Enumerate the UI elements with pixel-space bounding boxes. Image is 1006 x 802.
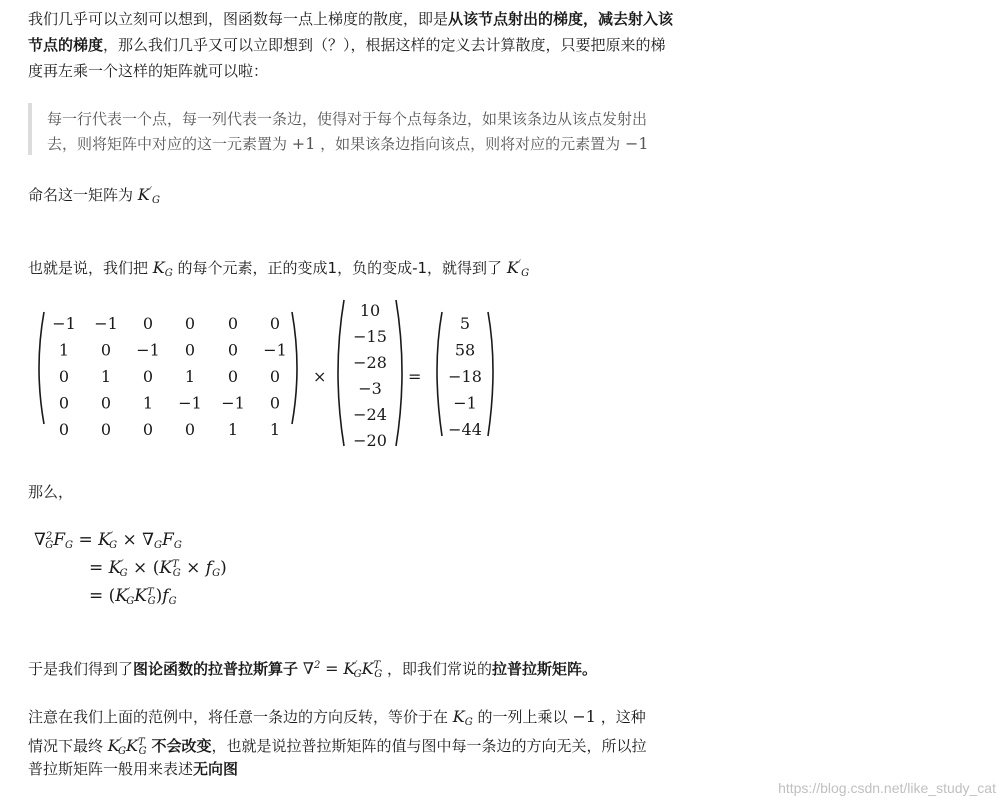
matrix-cell: 0 [142,420,154,439]
matrix-cell: 0 [142,314,154,333]
result-cell: −44 [448,420,482,439]
result-cell: −1 [453,393,477,413]
para1-line1: 我们几乎可以立刻可以想到，图函数每一点上梯度的散度，即是从该节点射出的梯度，减去射入该 [28,10,674,28]
laplace-line: 于是我们得到了图论函数的拉普拉斯算子 $\nabla^2 = K'_GK^T_G$ ，即我们常说的拉普拉斯矩阵。 [28,659,597,680]
matrix-cell: 0 [227,314,239,333]
matrix-cell: 0 [269,393,281,413]
then-line: 那么， [28,483,74,501]
bold-phrase: 图论函数的拉普拉斯算子 [133,660,299,678]
matrix-cell: −1 [221,393,245,413]
bold-phrase: 从该节点射出的梯度，减去射入该 [448,10,674,28]
matrix-equation [30,296,510,454]
derivation-line2: = $K'_G \times (K^T_G \times f_G)$ [89,558,227,579]
vector-cell: −28 [353,353,387,372]
matrix-cell: 1 [58,340,70,360]
vector-cell: −20 [353,431,387,450]
matrix-cell: 0 [58,393,70,413]
matrix-cell: 0 [58,367,70,386]
matrix-cell: 1 [100,367,112,386]
left-paren [437,312,442,436]
matrix-cell: 0 [269,314,281,333]
right-paren [292,312,297,424]
matrix-cell: −1 [136,340,160,360]
matrix-cell: 0 [269,367,281,386]
blockquote-line2: 去，则将矩阵中对应的这一元素置为 +1 ，如果该条边指向该点，则将对应的元素置为 −1 [47,134,649,153]
matrix-cell: 0 [58,420,70,439]
matrix-cell: 0 [184,420,196,439]
transform-line: 也就是说，我们把 $K_G$ 的每个元素，正的变成1，负的变成-1，就得到了 $K'_G$ [28,258,530,279]
bold-phrase: 不会改变 [151,737,212,755]
vector-cell: −15 [353,327,387,346]
matrix-cell: −1 [94,314,118,333]
para1-line3: 度再左乘一个这样的矩阵就可以啦： [28,62,269,80]
note-line1: 注意在我们上面的范例中，将任意一条边的方向反转，等价于在 $K_G$ 的一列上乘以 −1 ，这种 [28,707,646,728]
derivation-line3: = $(K'_GK^T_G)f_G$ [89,586,177,607]
matrix-cell: 0 [142,367,154,386]
matrix-name-line: 命名这一矩阵为 $K'_G$ [28,185,161,206]
watermark: https://blog.csdn.net/like_study_cat [778,780,996,796]
matrix-cell: 1 [184,367,196,386]
matrix-cell: 1 [269,420,281,439]
matrix-cell: 0 [184,314,196,333]
times-sign: × [313,367,327,386]
vector-cell: −3 [358,379,382,398]
matrix-cell: 0 [184,340,196,360]
matrix-cell: 1 [227,420,239,439]
bold-phrase: 无向图 [193,760,239,778]
left-paren [338,300,344,446]
blockquote-line1: 每一行代表一个点，每一列代表一条边，使得对于每个点每条边，如果该条边从该点发射出 [47,110,648,128]
blockquote-bar [28,103,32,155]
note-line3: 普拉斯矩阵一般用来表述无向图 [28,760,239,778]
result-cell: −18 [448,367,482,386]
right-paren [396,300,402,446]
matrix-cell: −1 [263,340,287,360]
right-paren [488,312,493,436]
left-paren [39,312,44,424]
matrix-cell: 0 [100,340,112,360]
matrix-cell: 0 [227,340,239,360]
matrix-cell: −1 [178,393,202,413]
bold-phrase: 节点的梯度 [28,36,104,54]
matrix-cell: 0 [100,420,112,439]
equals-sign: = [408,367,422,386]
result-cell: 5 [459,314,471,333]
bold-phrase: 拉普拉斯矩阵。 [491,660,597,678]
para1-line2: 节点的梯度，那么我们几乎又可以立即想到（？），根据这样的定义去计算散度，只要把原来的梯 [28,36,666,54]
matrix-cell: 0 [100,393,112,413]
note-line2: 情况下最终 $K'_GK^T_G$ 不会改变，也就是说拉普拉斯矩阵的值与图中每一条边的方向无关，所以拉 [28,736,647,757]
matrix-cell: 0 [227,367,239,386]
derivation-line1: $\nabla^2_GF_G = K'_G \times \nabla_GF_G$ [34,530,182,551]
vector-cell: 10 [359,301,381,320]
result-cell: 58 [454,340,476,360]
matrix-cell: −1 [52,314,76,333]
matrix-cell: 1 [142,393,154,413]
vector-cell: −24 [353,405,387,424]
